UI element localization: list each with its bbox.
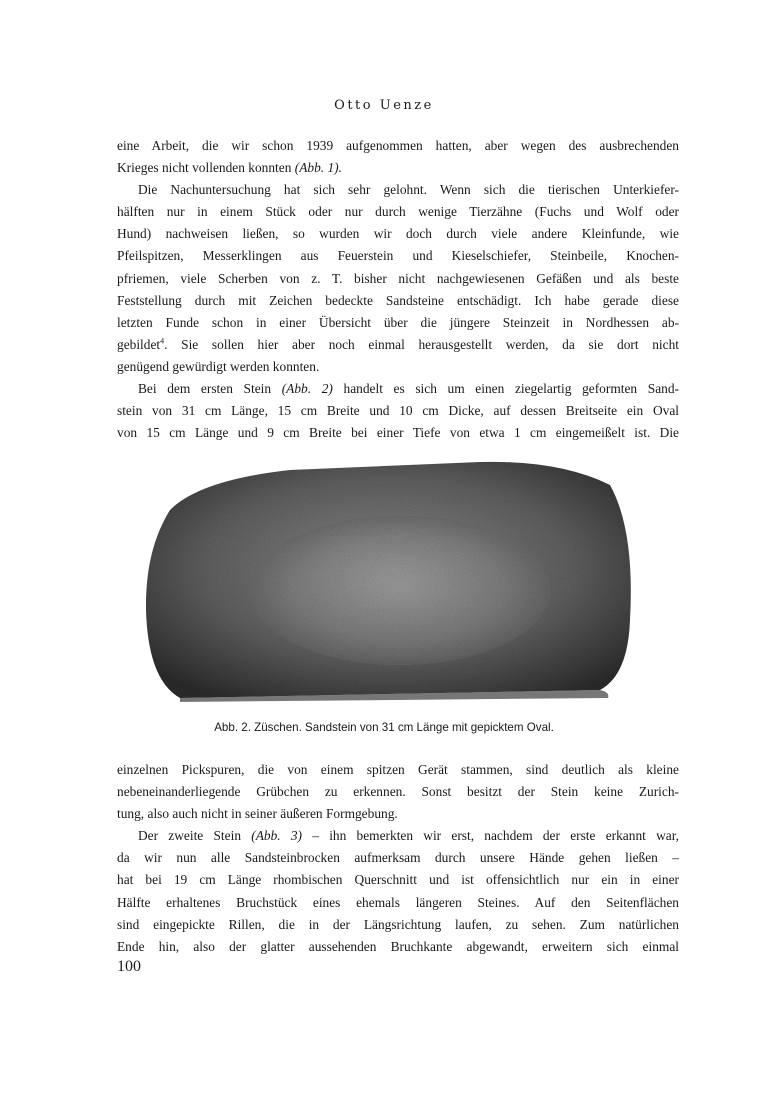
text-line: gebildet$^4$. Sie sollen hier aber noch einmal herausgestellt werden, da sie dort nicht: [117, 336, 679, 352]
text-line: letzten Funde schon in einer Übersicht über die jüngere Steinzeit in Nordhessen ab-: [117, 314, 679, 330]
text-line: tung, also auch nicht in seiner äußeren Formgebung.: [117, 806, 398, 822]
figure-caption: Abb. 2. Züschen. Sandstein von 31 cm Länge mit gepicktem Oval.: [214, 721, 554, 734]
text-line: Bei dem ersten Stein (Abb. 2) handelt es sich um einen ziegelartig geformten Sand-: [138, 381, 679, 397]
body-text-lower: [117, 759, 679, 958]
text-line: Krieges nicht vollenden konnten (Abb. 1).: [117, 160, 342, 176]
page-number: 100: [117, 958, 141, 975]
text-line: hälften nur in einem Stück oder nur durch wenige Tierzähne (Fuchs und Wolf oder: [117, 204, 679, 220]
text-line: eine Arbeit, die wir schon 1939 aufgenommen hatten, aber wegen des ausbrechenden: [117, 138, 679, 153]
text-line: Hälfte erhaltenes Bruchstück eines ehemals längeren Steines. Auf den Seitenflächen: [117, 894, 679, 910]
figure-sandstone-photo: [140, 440, 640, 710]
text-line: Die Nachuntersuchung hat sich sehr gelohnt. Wenn sich die tierischen Unterkiefer-: [138, 182, 679, 198]
text-line: Feststellung durch mit Zeichen bedeckte Sandsteine entschädigt. Ich habe gerade diese: [117, 292, 679, 308]
text-line: pfriemen, viele Scherben von z. T. bisher nicht nachgewiesenen Gefäßen und als beste: [117, 270, 679, 286]
text-line: Ende hin, also der glatter aussehenden Bruchkante abgewandt, erweitern sich einmal: [117, 938, 679, 954]
text-line: Hund) nachweisen ließen, so wurden wir doch durch viele andere Kleinfunde, wie: [117, 226, 679, 242]
text-line: nebeneinanderliegende Grübchen zu erkennen. Sonst besitzt der Stein keine Zurich-: [117, 784, 679, 800]
running-head: Otto Uenze: [334, 98, 434, 113]
sandstone-image: [140, 440, 640, 710]
body-text-upper: [117, 135, 679, 444]
text-line: von 15 cm Länge und 9 cm Breite bei einer Tiefe von etwa 1 cm eingemeißelt ist. Die: [117, 425, 679, 441]
text-line: Der zweite Stein (Abb. 3) – ihn bemerkten wir erst, nachdem der erste erkannt war,: [138, 828, 679, 844]
text-line: einzelnen Pickspuren, die von einem spitzen Gerät stammen, sind deutlich als kleine: [117, 762, 679, 777]
text-line: sind eingepickte Rillen, die in der Längsrichtung laufen, zu sehen. Zum natürlichen: [117, 916, 679, 932]
text-line: genügend gewürdigt werden konnten.: [117, 358, 320, 374]
text-line: da wir nun alle Sandsteinbrocken aufmerksam durch unsere Hände gehen ließen –: [117, 850, 679, 866]
text-line: stein von 31 cm Länge, 15 cm Breite und 10 cm Dicke, auf dessen Breitseite ein Oval: [117, 403, 679, 419]
text-line: hat bei 19 cm Länge rhombischen Querschnitt und ist offensichtlich nur ein in einer: [117, 872, 679, 888]
text-line: Pfeilspitzen, Messerklingen aus Feuerstein und Kieselschiefer, Steinbeile, Knochen-: [117, 248, 679, 264]
